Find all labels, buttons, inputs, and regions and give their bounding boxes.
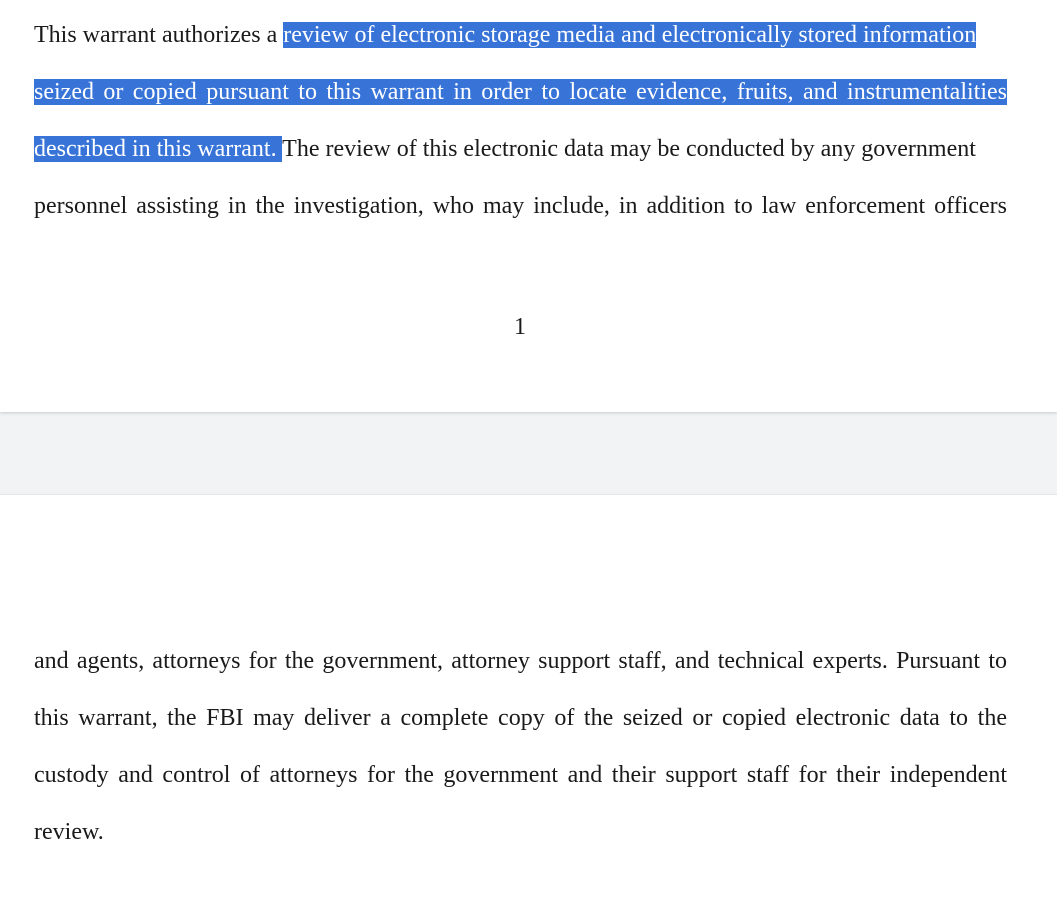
plain-text[interactable]: custody and control of attorneys for the government and their support staff for their independent: [34, 762, 1007, 788]
paragraph-line-1[interactable]: [34, 20, 1007, 50]
paragraph-line-5[interactable]: [34, 646, 1007, 676]
plain-text[interactable]: The review of this electronic data may be conducted by any government: [282, 136, 976, 162]
paragraph-line-3[interactable]: [34, 134, 1007, 164]
plain-text[interactable]: This warrant authorizes a: [34, 22, 284, 48]
plain-text[interactable]: and agents, attorneys for the government, attorney support staff, and technical experts. Pursuant to: [34, 648, 1007, 674]
plain-text[interactable]: personnel assisting in the investigation, who may include, in addition to law enforcement officers: [34, 193, 1007, 219]
paragraph-line-6[interactable]: [34, 703, 1007, 733]
page-number: 1: [514, 314, 526, 340]
paragraph-line-2[interactable]: [34, 77, 1007, 107]
selected-text[interactable]: described in this warrant.: [34, 136, 283, 162]
paragraph-line-7[interactable]: [34, 760, 1007, 790]
plain-text[interactable]: review.: [34, 819, 104, 845]
document-page-1[interactable]: [0, 0, 1057, 412]
paragraph-line-8[interactable]: [34, 817, 1007, 847]
paragraph-line-4[interactable]: [34, 191, 1007, 221]
document-page-2[interactable]: [0, 494, 1057, 920]
selected-text[interactable]: seized or copied pursuant to this warrant in order to locate evidence, fruits, and instrumentalities: [34, 79, 1007, 105]
plain-text[interactable]: this warrant, the FBI may deliver a complete copy of the seized or copied electronic data to the: [34, 705, 1007, 731]
selected-text[interactable]: review of electronic storage media and electronically stored information: [283, 22, 977, 48]
